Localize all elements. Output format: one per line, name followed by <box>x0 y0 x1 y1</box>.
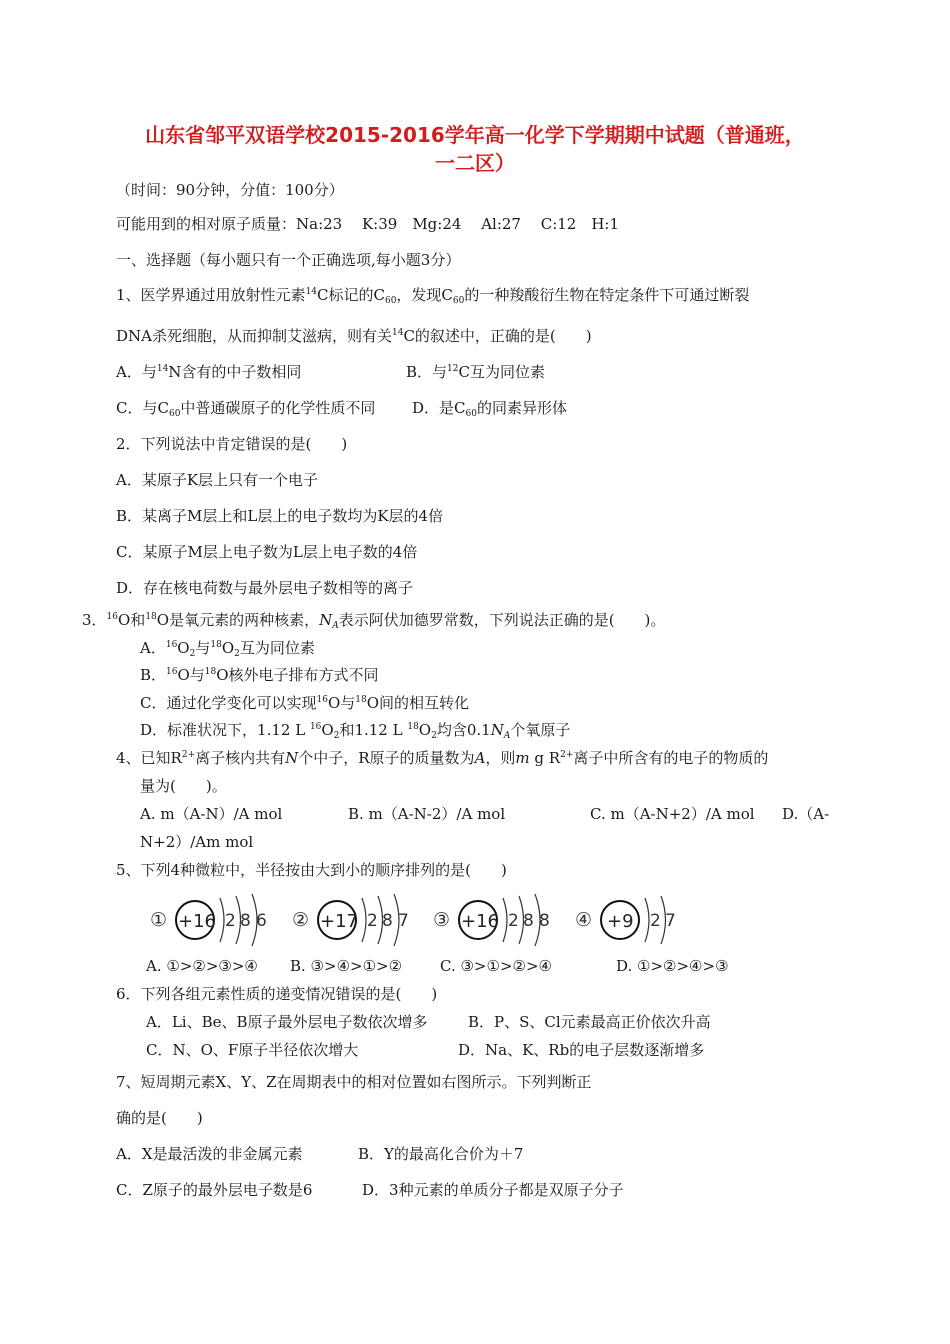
q2-option-a: A．某原子K层上只有一个电子 <box>116 471 319 489</box>
atomic-mass-line: 可能用到的相对原子质量：Na:23 K:39 Mg:24 Al:27 C:12 H:1 <box>116 215 620 233</box>
shell-count: 2 <box>650 911 661 931</box>
shell-count: 8 <box>240 911 251 931</box>
q4-stem-line2: 量为( )。 <box>140 777 227 795</box>
shell-count: 7 <box>665 911 676 931</box>
particle-1 <box>150 894 267 946</box>
shell-count: 2 <box>508 911 519 931</box>
q5-stem: 5、下列4种微粒中，半径按由大到小的顺序排列的是( ) <box>116 861 507 879</box>
q6-option-b: B．P、S、Cl元素最高正价依次升高 <box>468 1013 711 1031</box>
q1-option-a: A．与$^{14}$N含有的中子数相同 <box>116 363 302 381</box>
q6-option-d: D．Na、K、Rb的电子层数逐渐增多 <box>458 1041 705 1059</box>
q4-option-d-cont: N+2）/Am mol <box>140 833 254 851</box>
q3-option-d: D．标准状况下，1.12 L $^{16}O_2$和1.12 L $^{18}O_2$均含$0.1N_A$个氧原子 <box>140 721 571 741</box>
q2-option-c: C．某原子M层上电子数为L层上电子数的4倍 <box>116 543 418 561</box>
particle-label: ② <box>292 909 310 931</box>
q4-stem-line1: 4、已知$R^{2+}$离子核内共有N个中子，R原子的质量数为A，则m g $R^{2+}$离子中所含有的电子的物质的 <box>116 749 769 767</box>
atom-structure-diagrams <box>0 890 950 950</box>
q5-option-d: D. ①>②>④>③ <box>616 957 729 975</box>
particle-3 <box>433 894 550 946</box>
q7-option-d: D．3种元素的单质分子都是双原子分子 <box>362 1181 624 1199</box>
q2-stem: 2．下列说法中肯定错误的是( ) <box>116 435 348 453</box>
q4-option-c: C. m（A-N+2）/A mol <box>590 805 755 823</box>
particle-label: ③ <box>433 909 451 931</box>
q5-option-a: A. ①>②>③>④ <box>146 957 258 975</box>
particle-label: ④ <box>575 909 593 931</box>
q7-option-a: A．X是最活泼的非金属元素 <box>116 1145 303 1163</box>
q2-option-d: D．存在核电荷数与最外层电子数相等的离子 <box>116 579 414 597</box>
q3-option-c: C．通过化学变化可以实现$^{16}$O与$^{18}$O间的相互转化 <box>140 694 470 712</box>
shell-count: 2 <box>225 911 236 931</box>
nucleus-charge: +16 <box>178 911 216 932</box>
particle-2 <box>292 894 409 946</box>
nucleus-charge: +16 <box>461 911 499 932</box>
q1-option-d: D．是$C_{60}$的同素异形体 <box>412 399 567 419</box>
q6-stem: 6．下列各组元素性质的递变情况错误的是( ) <box>116 985 438 1003</box>
q1-stem-line1: 1、医学界通过用放射性元素$^{14}$C标记的$C_{60}$，发现$C_{60}$的一种羧酸衍生物在特定条件下可通过断裂 <box>116 286 750 306</box>
page-title-line2: 一二区） <box>435 151 515 175</box>
shell-count: 8 <box>523 911 534 931</box>
nucleus-charge: +9 <box>607 911 634 932</box>
q7-option-c: C．Z原子的最外层电子数是6 <box>116 1181 313 1199</box>
q7-stem-line1: 7、短周期元素X、Y、Z在周期表中的相对位置如右图所示。下列判断正 <box>116 1073 592 1091</box>
q3-option-b: B．$^{16}$O与$^{18}$O核外电子排布方式不同 <box>140 666 379 684</box>
page-title: 山东省邹平双语学校2015-2016学年高一化学下学期期中试题（普通班， <box>145 123 805 147</box>
q6-option-a: A．Li、Be、B原子最外层电子数依次增多 <box>146 1013 428 1031</box>
particle-4 <box>575 896 676 944</box>
q5-option-c: C. ③>①>②>④ <box>440 957 552 975</box>
q7-option-b: B．Y的最高化合价为＋7 <box>358 1145 524 1163</box>
q4-option-d: D.（A- <box>782 805 830 823</box>
nucleus-charge: +17 <box>320 911 358 932</box>
shell-count: 7 <box>398 911 409 931</box>
q3-option-a: A．$^{16}O_2$与$^{18}O_2$互为同位素 <box>140 639 315 659</box>
q7-stem-line2: 确的是( ) <box>116 1109 203 1127</box>
time-score: （时间：90分钟，分值：100分） <box>116 181 344 199</box>
q4-option-b: B. m（A-N-2）/A mol <box>348 805 506 823</box>
q6-option-c: C．N、O、F原子半径依次增大 <box>146 1041 359 1059</box>
shell-count: 2 <box>367 911 378 931</box>
q1-option-b: B．与$^{12}$C互为同位素 <box>406 363 545 381</box>
shell-count: 8 <box>539 911 550 931</box>
particle-label: ① <box>150 909 168 931</box>
q1-option-c: C．与$C_{60}$中普通碳原子的化学性质不同 <box>116 399 376 419</box>
shell-count: 8 <box>382 911 393 931</box>
shell-count: 6 <box>256 911 267 931</box>
q5-option-b: B. ③>④>①>② <box>290 957 403 975</box>
q2-option-b: B．某离子M层上和L层上的电子数均为K层的4倍 <box>116 507 444 525</box>
q4-option-a: A. m（A-N）/A mol <box>140 805 283 823</box>
q3-stem: 3．$^{16}$O和$^{18}$O是氧元素的两种核素，$N_A$表示阿伏加德罗常数，下列说法正确的是( )。 <box>82 611 666 631</box>
section-heading: 一、选择题（每小题只有一个正确选项,每小题3分） <box>116 251 461 269</box>
q1-stem-line2: DNA杀死细胞，从而抑制艾滋病，则有关$^{14}$C的叙述中，正确的是( ) <box>116 327 592 345</box>
